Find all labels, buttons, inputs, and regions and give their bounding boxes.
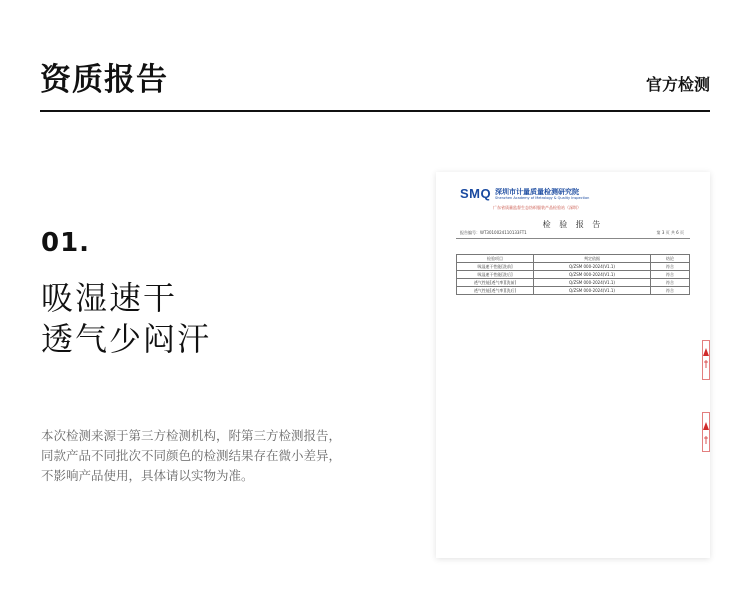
table-row [457,263,690,271]
page-title: 资质报告 [40,62,168,98]
table-row [457,279,690,287]
table-header: 检验项目 [457,255,534,263]
table-cell: 吸湿速干性能[洗前] [457,263,534,271]
report-title: 检 验 报 告 [542,220,604,229]
report-table [456,254,690,295]
table-cell: Q/ZSM 000-2024(V1.1) [534,287,651,295]
table-row [457,287,690,295]
table-cell: 吸湿速干性能[洗后] [457,271,534,279]
description-line-2: 同款产品不同批次不同颜色的检测结果存在微小差异， [41,448,342,463]
table-cell: Q/ZSM 000-2024(V1.1) [534,279,651,287]
table-cell: 符合 [651,279,690,287]
header-divider [40,110,710,112]
report-organization-en: Shenzhen Academy of Metrology & Quality Inspection [495,196,590,200]
table-cell: 符合 [651,271,690,279]
smq-logo: SMQ [460,186,492,201]
description-line-3: 不影响产品使用，具体请以实物为准。 [41,468,254,483]
section-description [41,426,341,486]
table-cell: 透气性能[透气率][洗后] [457,287,534,295]
table-cell: Q/ZSM 000-2024(V1.1) [534,271,651,279]
table-cell: 透气性能[透气率][洗前] [457,279,534,287]
seal-stamp [702,340,710,380]
page-subtitle: 官方检测 [645,75,710,94]
description-line-1: 本次检测来源于第三方检测机构，附第三方检测报告， [41,428,342,443]
table-cell: 符合 [651,263,690,271]
report-station: 广东省质量监督生态纺织服装产品检验站（深圳） [493,205,581,210]
table-cell: Q/ZSM 000-2024(V1.1) [534,263,651,271]
report-divider [456,238,690,239]
report-page: 第 3 页 共 6 页 [656,230,684,235]
report-number: 报告编号：WT3010024110133FT1 [460,230,527,235]
table-header-row [457,255,690,263]
section-number: 01. [41,228,91,258]
table-row [457,271,690,279]
table-cell: 符合 [651,287,690,295]
report-organization: 深圳市计量质量检测研究院 [495,188,579,196]
table-header: 结论 [651,255,690,263]
seal-stamp [702,412,710,452]
headline-line-2: 透气少闷汗 [41,320,212,358]
test-report-document [436,172,710,558]
headline-line-1: 吸湿速干 [41,279,178,317]
section-headline [41,278,211,360]
table-header: 判定依据 [534,255,651,263]
